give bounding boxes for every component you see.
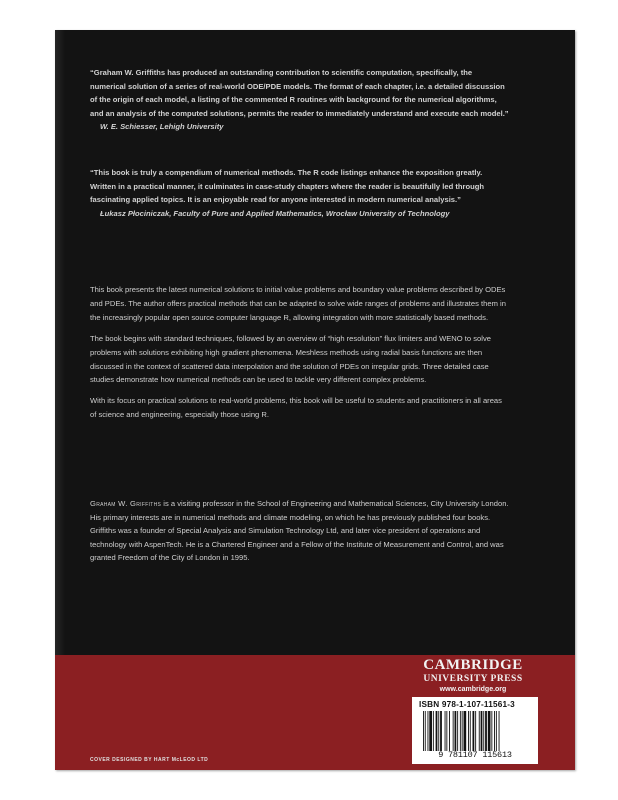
endorsement-1 — [90, 66, 510, 134]
book-back-cover — [55, 30, 575, 770]
author-bio-text: is a visiting professor in the School of Engineering and Mathematical Sciences, City University London. His primary interests are in numerical methods and climate modeling, on which he has previously published four books. Griffiths was a founder of Special Analysis and Simulation Technology Ltd, and later vice president of operations and technology with AspenTech. He is a Chartered Engineer and a Fellow of the Institute of Measurement and Control, and was granted Freedom of the City of London in 1995. — [90, 499, 509, 563]
description-paragraph: The book begins with standard techniques, followed by an overview of “high resolution” flux limiters and WENO to solve problems with solutions exhibiting high gradient phenomena. Meshless methods using radial basis functions are then discussed in the context of scattered data interpolation and the solution of PDEs on irregular grids. Three detailed case studies demonstrate how numerical methods can be used to tackle very different complex problems. — [90, 333, 491, 385]
publisher-url: www.cambridge.org — [439, 686, 507, 693]
barcode-panel — [412, 697, 538, 764]
publisher-name: CAMBRIDGE — [423, 657, 523, 673]
publisher-logo — [414, 657, 532, 695]
description-paragraph: With its focus on practical solutions to real-world problems, this book will be useful to students and practitioners in all areas of science and engineering, especially those using R. — [90, 396, 502, 420]
barcode-image — [423, 711, 529, 751]
endorsement-attribution: Łukasz Płociniczak, Faculty of Pure and Applied Mathematics, Wrocław University of Technology — [100, 208, 450, 218]
author-name: Graham W. Griffiths — [90, 499, 162, 508]
endorsement-2 — [90, 166, 510, 220]
endorsement-quote: “This book is truly a compendium of numerical methods. The R code listings enhance the exposition greatly. Written in a practical manner, it culminates in case-study chapters where the reader is beautifully led through fascinating applied topics. It is an enjoyable read for anyone interested in modern numerical analysis.” — [90, 168, 484, 205]
author-biography — [90, 497, 510, 565]
publisher-press: UNIVERSITY PRESS — [423, 674, 523, 684]
barcode-digits: 9 781107 115613 — [438, 750, 512, 760]
isbn-label: ISBN 978-1-107-11561-3 — [419, 700, 515, 709]
endorsement-quote: “Graham W. Griffiths has produced an outstanding contribution to scientific computation, specifically, the numerical solution of a series of real-world ODE/PDE models. The format of each chapter, i.e. a detailed discussion of the origin of each model, a listing of the commented R routines with background for the numerical algorithms, and an analysis of the computed solutions, permits the reader to immediately understand and execute each model.” — [90, 68, 509, 118]
endorsement-attribution: W. E. Schiesser, Lehigh University — [100, 122, 224, 132]
book-description — [90, 283, 510, 422]
cover-designer-credit: COVER DESIGNED BY HART McLEOD LTD — [90, 757, 209, 763]
description-paragraph: This book presents the latest numerical solutions to initial value problems and boundary value problems described by ODEs and PDEs. The author offers practical methods that can be adapted to solve wide ranges of problems and illustrates them in the increasingly popular open source computer language R, allowing integration with more statistically based methods. — [90, 285, 506, 322]
